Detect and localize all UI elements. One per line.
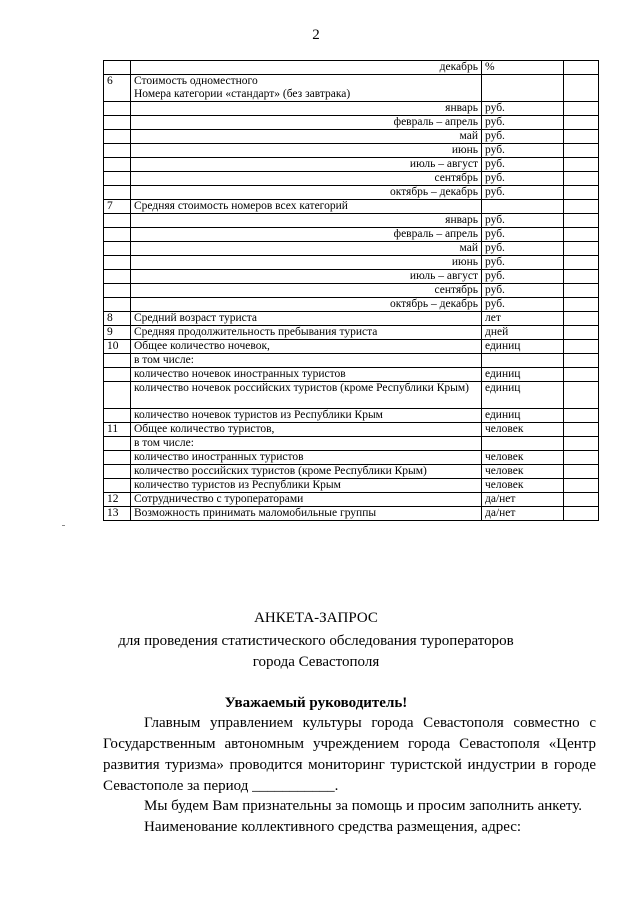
survey-table	[103, 60, 599, 521]
row-number-cell: 8	[104, 312, 131, 326]
row-label-cell: количество иностранных туристов	[131, 451, 482, 465]
row-unit-cell: единиц	[482, 409, 564, 423]
table-row	[104, 256, 599, 270]
row-number-cell: 9	[104, 326, 131, 340]
row-number-cell	[104, 382, 131, 409]
row-label-cell: количество ночевок иностранных туристов	[131, 368, 482, 382]
table-row	[104, 186, 599, 200]
row-number-cell	[104, 465, 131, 479]
row-value-cell[interactable]	[564, 451, 599, 465]
row-unit-cell: руб.	[482, 116, 564, 130]
row-number-cell	[104, 368, 131, 382]
row-number-cell	[104, 186, 131, 200]
row-label-cell: июль – август	[131, 158, 482, 172]
row-label-cell: количество российских туристов (кроме Республики Крым)	[131, 465, 482, 479]
row-unit-cell: человек	[482, 423, 564, 437]
table-row	[104, 116, 599, 130]
row-number-cell	[104, 256, 131, 270]
row-number-cell: 7	[104, 200, 131, 214]
table-row	[104, 75, 599, 102]
row-number-cell: 10	[104, 340, 131, 354]
table-row	[104, 451, 599, 465]
row-number-cell	[104, 102, 131, 116]
row-label-cell: январь	[131, 102, 482, 116]
row-value-cell[interactable]	[564, 228, 599, 242]
row-value-cell[interactable]	[564, 354, 599, 368]
row-number-cell: 11	[104, 423, 131, 437]
row-unit-cell: руб.	[482, 298, 564, 312]
row-value-cell[interactable]	[564, 507, 599, 521]
row-number-cell	[104, 61, 131, 75]
row-label-cell: январь	[131, 214, 482, 228]
row-unit-cell: человек	[482, 451, 564, 465]
row-label-cell: май	[131, 242, 482, 256]
row-number-cell	[104, 437, 131, 451]
row-label-cell: февраль – апрель	[131, 116, 482, 130]
row-label-cell: Сотрудничество с туроператорами	[131, 493, 482, 507]
row-value-cell[interactable]	[564, 200, 599, 214]
table-row	[104, 214, 599, 228]
table-row	[104, 102, 599, 116]
table-row	[104, 493, 599, 507]
greeting: Уважаемый руководитель!	[224, 695, 408, 711]
table-row	[104, 242, 599, 256]
row-value-cell[interactable]	[564, 256, 599, 270]
questionnaire-subtitle-line-1: для проведения статистического обследования туроператоров	[118, 633, 514, 649]
row-value-cell[interactable]	[564, 284, 599, 298]
row-unit-cell	[482, 437, 564, 451]
table-row	[104, 312, 599, 326]
row-number-cell	[104, 354, 131, 368]
row-unit-cell: руб.	[482, 186, 564, 200]
page-number: 2	[312, 27, 320, 43]
table-row	[104, 465, 599, 479]
row-unit-cell	[482, 354, 564, 368]
row-label-cell: сентябрь	[131, 284, 482, 298]
table-row	[104, 437, 599, 451]
row-label-cell: Общее количество ночевок,	[131, 340, 482, 354]
row-value-cell[interactable]	[564, 130, 599, 144]
row-unit-cell: человек	[482, 465, 564, 479]
row-value-cell[interactable]	[564, 172, 599, 186]
row-number-cell	[104, 144, 131, 158]
row-number-cell: 12	[104, 493, 131, 507]
row-value-cell[interactable]	[564, 479, 599, 493]
row-unit-cell: да/нет	[482, 507, 564, 521]
table-row	[104, 144, 599, 158]
row-label-cell: в том числе:	[131, 354, 482, 368]
row-value-cell[interactable]	[564, 102, 599, 116]
row-label-cell: Стоимость одноместного Номера категории «стандарт» (без завтрака)	[131, 75, 482, 102]
row-label-cell: Средняя стоимость номеров всех категорий	[131, 200, 482, 214]
row-value-cell[interactable]	[564, 214, 599, 228]
row-number-cell	[104, 298, 131, 312]
row-unit-cell: дней	[482, 326, 564, 340]
row-label-cell: июнь	[131, 256, 482, 270]
table-row	[104, 172, 599, 186]
row-unit-cell: руб.	[482, 158, 564, 172]
row-number-cell	[104, 130, 131, 144]
table-row	[104, 479, 599, 493]
scan-artifact-mark	[62, 525, 65, 526]
row-label-cell: июнь	[131, 144, 482, 158]
row-unit-cell: руб.	[482, 214, 564, 228]
table-row	[104, 158, 599, 172]
row-value-cell[interactable]	[564, 493, 599, 507]
row-value-cell[interactable]	[564, 368, 599, 382]
row-unit-cell: руб.	[482, 102, 564, 116]
row-label-cell: декабрь	[131, 61, 482, 75]
row-label-cell: июль – август	[131, 270, 482, 284]
row-value-cell[interactable]	[564, 382, 599, 409]
table-row	[104, 200, 599, 214]
row-number-cell	[104, 228, 131, 242]
table-row	[104, 340, 599, 354]
row-label-cell: сентябрь	[131, 172, 482, 186]
row-number-cell	[104, 270, 131, 284]
row-value-cell[interactable]	[564, 298, 599, 312]
row-value-cell[interactable]	[564, 116, 599, 130]
row-unit-cell: единиц	[482, 340, 564, 354]
table-row	[104, 409, 599, 423]
row-label-cell: октябрь – декабрь	[131, 186, 482, 200]
table-row	[104, 354, 599, 368]
row-unit-cell: руб.	[482, 130, 564, 144]
row-unit-cell: руб.	[482, 144, 564, 158]
row-value-cell[interactable]	[564, 423, 599, 437]
row-label-cell: февраль – апрель	[131, 228, 482, 242]
row-unit-cell: руб.	[482, 270, 564, 284]
table-row	[104, 423, 599, 437]
table-row	[104, 130, 599, 144]
row-unit-cell: руб.	[482, 242, 564, 256]
row-unit-cell: человек	[482, 479, 564, 493]
table-row	[104, 298, 599, 312]
row-value-cell[interactable]	[564, 465, 599, 479]
row-unit-cell: единиц	[482, 382, 564, 409]
row-number-cell	[104, 116, 131, 130]
table-row	[104, 507, 599, 521]
facility-name-prompt: Наименование коллективного средства размещения, адрес:	[144, 819, 522, 835]
row-value-cell[interactable]	[564, 340, 599, 354]
questionnaire-subtitle-line-2: города Севастополя	[252, 654, 380, 670]
row-label-cell: количество ночевок российских туристов (кроме Республики Крым)	[131, 382, 482, 409]
request-paragraph: Мы будем Вам признательны за помощь и просим заполнить анкету.	[144, 798, 582, 814]
row-unit-cell: лет	[482, 312, 564, 326]
table-row	[104, 382, 599, 409]
row-value-cell[interactable]	[564, 409, 599, 423]
row-unit-cell: да/нет	[482, 493, 564, 507]
row-label-cell: Средний возраст туриста	[131, 312, 482, 326]
row-unit-cell: единиц	[482, 368, 564, 382]
row-value-cell[interactable]	[564, 437, 599, 451]
row-label-cell: количество ночевок туристов из Республики Крым	[131, 409, 482, 423]
row-unit-cell	[482, 75, 564, 102]
row-label-cell: май	[131, 130, 482, 144]
row-number-cell	[104, 451, 131, 465]
row-unit-cell: руб.	[482, 256, 564, 270]
table-row	[104, 368, 599, 382]
row-label-cell: количество туристов из Республики Крым	[131, 479, 482, 493]
row-value-cell[interactable]	[564, 158, 599, 172]
row-number-cell	[104, 214, 131, 228]
row-label-cell: Средняя продолжительность пребывания туриста	[131, 326, 482, 340]
table-row	[104, 326, 599, 340]
row-label-cell: Общее количество туристов,	[131, 423, 482, 437]
row-number-cell	[104, 242, 131, 256]
row-value-cell[interactable]	[564, 326, 599, 340]
intro-paragraph: Главным управлением культуры города Севастополя совместно с Государственным автономным учреждением города Севастополя «Центр развития туризма» проводится мониторинг туристской индустрии в городе Севастополе за период ___________.	[103, 715, 596, 794]
row-label-cell: Возможность принимать маломобильные группы	[131, 507, 482, 521]
row-label-cell: в том числе:	[131, 437, 482, 451]
row-number-cell: 13	[104, 507, 131, 521]
row-value-cell[interactable]	[564, 61, 599, 75]
row-unit-cell: руб.	[482, 228, 564, 242]
row-number-cell	[104, 172, 131, 186]
table-row	[104, 284, 599, 298]
row-number-cell	[104, 409, 131, 423]
row-unit-cell: %	[482, 61, 564, 75]
row-number-cell: 6	[104, 75, 131, 102]
row-value-cell[interactable]	[564, 144, 599, 158]
row-number-cell	[104, 158, 131, 172]
table-row	[104, 270, 599, 284]
table-row	[104, 61, 599, 75]
row-value-cell[interactable]	[564, 242, 599, 256]
row-value-cell[interactable]	[564, 186, 599, 200]
row-value-cell[interactable]	[564, 312, 599, 326]
table-row	[104, 228, 599, 242]
questionnaire-title: АНКЕТА-ЗАПРОС	[254, 610, 378, 626]
row-label-cell: октябрь – декабрь	[131, 298, 482, 312]
row-value-cell[interactable]	[564, 75, 599, 102]
row-unit-cell	[482, 200, 564, 214]
row-unit-cell: руб.	[482, 172, 564, 186]
row-value-cell[interactable]	[564, 270, 599, 284]
row-number-cell	[104, 284, 131, 298]
row-unit-cell: руб.	[482, 284, 564, 298]
row-number-cell	[104, 479, 131, 493]
